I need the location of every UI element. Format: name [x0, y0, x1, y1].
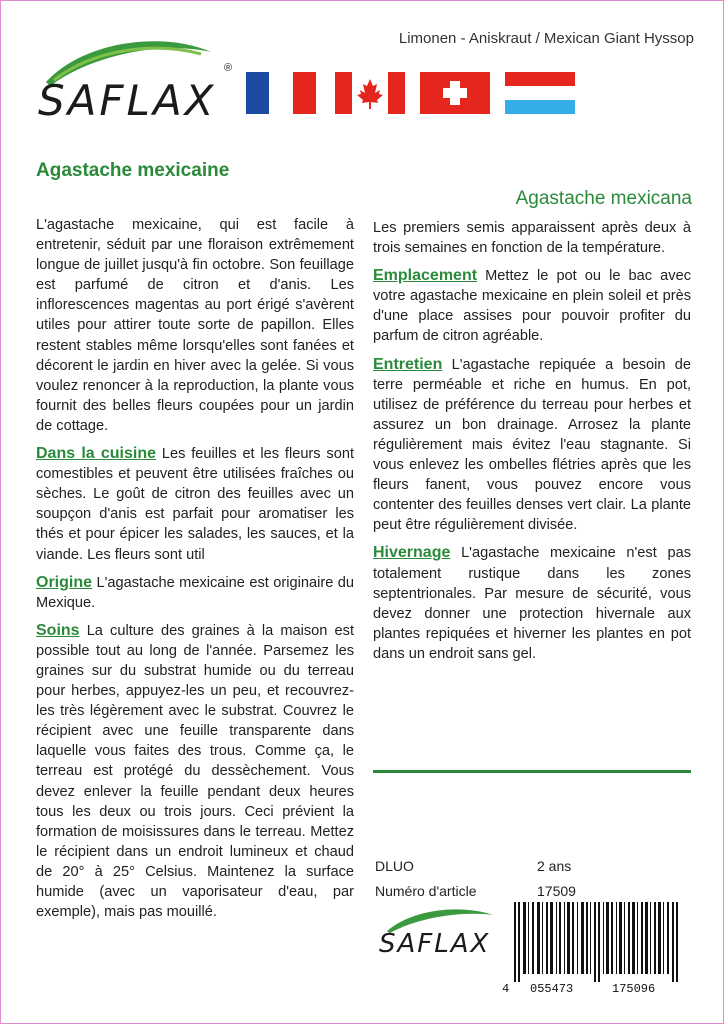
barcode-bars — [500, 902, 700, 982]
product-title: Limonen - Aniskraut / Mexican Giant Hyssop — [398, 30, 694, 47]
luxembourg-flag — [505, 72, 575, 114]
entretien-section — [373, 355, 691, 536]
section-heading-origine: Origine — [36, 573, 93, 591]
left-column — [36, 215, 354, 930]
dluo-value: 2 ans — [537, 858, 572, 874]
barcode-group-2: 175096 — [612, 982, 656, 996]
cuisine-text: Les feuilles et les fleurs sont comestibles et peuvent être utilisées fraîches ou sèches. Le goût de citron des feuilles avec un soupçon d'anis est parfait pour aromatiser les thés et pour épicer les salades, les sauces, et la viande. Les fleurs sont util — [36, 446, 354, 563]
barcode — [500, 902, 700, 998]
france-flag — [246, 72, 316, 114]
section-heading-hivernage: Hivernage — [373, 544, 451, 562]
intro-paragraph: L'agastache mexicaine, qui est facile à entretenir, séduit par une floraison extrêmement longue de juillet jusqu'à fin octobre. Son feuillage est parfumé de citron et d'anis. Les inflorescences magentas au port érigé s'avèrent utiles pour attirer toute sorte de papillon. Elles restent stables même lorsqu'elles sont fanées et décorent le jardin en hiver avec la gelée. Si vous voulez renoncer à la reproduction, la plante vous fournit des belles fleurs coupées pour un jardin de cottage. — [36, 217, 354, 434]
article-label: Numéro d'article — [375, 883, 477, 899]
section-divider — [373, 770, 691, 773]
dluo-label: DLUO — [375, 858, 414, 874]
title-french: Agastache mexicaine — [36, 160, 230, 181]
section-heading-cuisine: Dans la cuisine — [36, 445, 157, 463]
hivernage-text: L'agastache mexicaine n'est pas totalement rustique dans les zones septentrionales. Par mesure de sécurité, vous devez donner une protection hivernale aux plantes repiquées et hiverner les plantes en pot dans un endroit sans gel. — [373, 545, 691, 662]
brand-logo — [36, 34, 236, 124]
canada-flag — [335, 72, 405, 114]
hivernage-section — [373, 543, 691, 664]
emplacement-text: Mettez le pot ou le bac avec votre agastache mexicaine en plein soleil et près d'une place assises pour pouvoir profiter du parfum de citron agréable. — [373, 268, 691, 345]
cuisine-section — [36, 444, 354, 565]
origine-section — [36, 573, 354, 613]
barcode-group-1: 055473 — [530, 982, 574, 996]
entretien-text: L'agastache repiquée a besoin de terre perméable et riche en humus. En pot, utilisez de préférence du terreau pour herbes et assurez un bon drainage. Arrosez la plante régulièrement mais évitez l'eau stagnante. Si vous enlevez les ombelles flétries après que les fleurs fanent, vous pouvez encore vous contenter des feuilles denses vert clair. La plante peut être régulièrement divisée. — [373, 356, 691, 534]
title-latin: Agastache mexicana — [515, 188, 692, 209]
section-heading-soins: Soins — [36, 621, 80, 639]
registered-mark: ® — [224, 62, 233, 74]
brand-wordmark: SAFLAX — [38, 76, 217, 125]
soins-section — [36, 621, 354, 922]
section-heading-entretien: Entretien — [373, 355, 443, 373]
right-intro-paragraph: Les premiers semis apparaissent après deux à trois semaines en fonction de la température. — [373, 220, 691, 257]
origine-text: L'agastache mexicaine est originaire du Mexique. — [36, 574, 354, 611]
article-value: 17509 — [537, 883, 576, 899]
section-heading-emplacement: Emplacement — [373, 267, 478, 285]
footer-brand-logo — [375, 905, 505, 975]
footer-brand-wordmark: SAFLAX — [379, 929, 491, 959]
switzerland-flag — [420, 72, 490, 114]
soins-text: La culture des graines à la maison est possible tout au long de l'année. Parsemez les graines sur du substrat humide ou du terreau pour herbes, appuyez-les un peu, et recouvrez-les très légèrement avec le substrat. Couvrez le récipient avec une feuille transparente dans laquelle vous faites des trous. Comme ça, le terreau est protégé du dessèchement. Vous devez enlever la feuille pendant deux heures tous les deux ou trois jours. Ceci prévient la formation de moisissures dans le terreau. Mettez le récipient dans un endroit lumineux et chaud de 20° à 25° Celsius. Maintenez la surface humide (avec un vaporisateur d'eau, par exemple), mais pas mouillé. — [36, 622, 354, 921]
emplacement-section — [373, 266, 691, 346]
barcode-lead-digit: 4 — [502, 982, 510, 996]
right-column — [373, 218, 691, 672]
